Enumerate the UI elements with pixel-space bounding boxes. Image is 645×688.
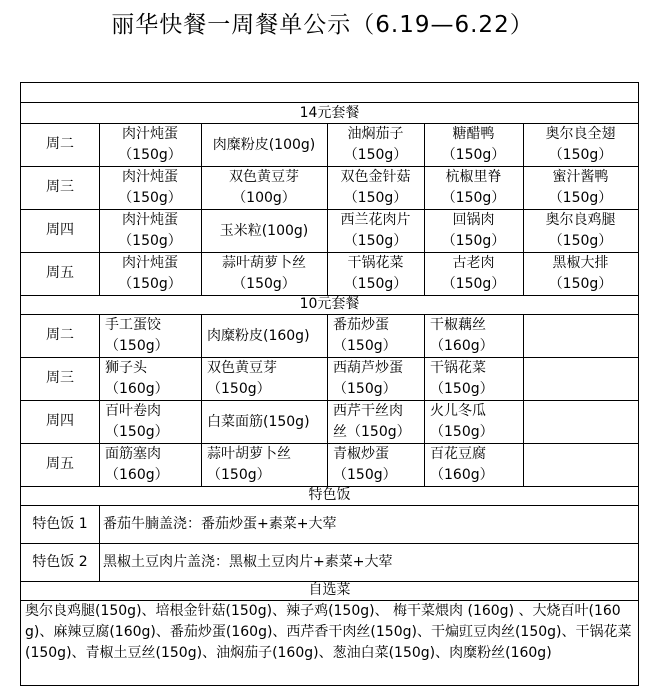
dish-name: 面筋塞肉 <box>105 446 161 462</box>
special-label: 特色饭 2 <box>32 553 88 570</box>
menu-item <box>424 210 523 252</box>
menu-item <box>523 253 638 295</box>
menu-item <box>99 253 201 295</box>
rule <box>99 314 100 486</box>
dish-name: 青椒炒蛋 <box>333 446 389 462</box>
dish-name: 双色金针菇 <box>340 169 411 185</box>
menu-item <box>327 401 424 443</box>
rule <box>21 486 638 487</box>
extras-list: 奥尔良鸡腿(150g)、培根金针菇(150g)、辣子鸡(150g)、 梅干菜煨肉 (160g) 、大烧百叶(160g)、麻辣豆腐(160g)、番茄炒蛋(160g)、西芹香干肉丝(150g)、干煸豇豆肉丝(150g)、干锅花菜(150g)、青椒土豆丝(150g)、油焖茄子(160g)、葱油白菜(150g)、肉糜粉丝(160g) <box>25 603 632 661</box>
dish-weight: （150g） <box>441 147 506 163</box>
dish-weight: 丝（150g） <box>333 424 411 440</box>
dish-name: 双色黄豆芽 <box>229 169 299 185</box>
dish-name: 杭椒里脊 <box>445 169 502 185</box>
menu-item <box>523 210 638 252</box>
dish-name: 西芹干丝肉 <box>333 403 403 419</box>
dish-weight: （150g） <box>548 276 613 292</box>
dish-weight: （150g） <box>118 190 182 206</box>
dish-weight: （150g） <box>232 276 296 292</box>
menu-item <box>201 124 327 166</box>
dish-weight: （150g） <box>441 233 506 249</box>
dish-weight: （150g） <box>343 190 408 206</box>
dish-weight: （150g） <box>105 424 169 440</box>
rule <box>99 505 100 581</box>
dish-name: 蜜汁酱鸭 <box>552 169 609 185</box>
special-content: 黑椒土豆肉片盖浇：黑椒土豆肉片+素菜+大荤 <box>103 554 393 570</box>
dish-weight: （150g） <box>118 276 182 292</box>
dish-weight: （150g） <box>333 467 397 483</box>
day-label: 周二 <box>46 136 74 152</box>
page-title: 丽华快餐一周餐单公示（6.19—6.22） <box>111 12 534 38</box>
dish-weight: （150g） <box>118 233 182 249</box>
special-content: 番茄牛腩盖浇：番茄炒蛋+素菜+大荤 <box>103 516 337 532</box>
rule <box>327 314 328 486</box>
menu-item <box>99 401 201 443</box>
dish-weight: （100g） <box>232 190 296 206</box>
menu-item <box>201 401 327 443</box>
day-label: 周四 <box>46 222 74 238</box>
dish-name: 肉汁炖蛋 <box>122 212 178 228</box>
rule <box>21 102 638 103</box>
rule <box>21 295 638 296</box>
menu-item <box>523 401 638 443</box>
section-title-extras: 自选菜 <box>308 582 351 598</box>
dish-weight: （150g） <box>441 190 506 206</box>
menu-item <box>424 358 523 400</box>
dish-weight: （150g） <box>430 424 494 440</box>
menu-item <box>523 315 638 357</box>
rule <box>424 314 425 486</box>
menu-item <box>201 315 327 357</box>
dish-name: 狮子头 <box>105 360 147 376</box>
menu-item <box>327 167 424 209</box>
menu-item <box>201 253 327 295</box>
dish-weight: （150g） <box>441 276 506 292</box>
menu-item <box>99 210 201 252</box>
dish-weight: （150g） <box>343 147 408 163</box>
day-label: 周五 <box>46 265 74 281</box>
dish-weight: （150g） <box>548 190 613 206</box>
dish-weight: （150g） <box>105 338 169 354</box>
dish-name: 蒜叶胡萝卜丝 <box>207 446 291 462</box>
dish-name: 奥尔良全翅 <box>545 126 616 142</box>
dish-weight: （150g） <box>333 338 397 354</box>
dish-name: 黑椒大排 <box>552 255 609 271</box>
dish-weight: （150g） <box>207 467 271 483</box>
menu-item <box>424 167 523 209</box>
dish-name: 百叶卷肉 <box>105 403 161 419</box>
dish-name: 回锅肉 <box>452 212 495 228</box>
dish-name: 肉糜粉皮(100g) <box>212 137 316 153</box>
section-title-10: 10元套餐 <box>299 296 360 312</box>
dish-name: 肉汁炖蛋 <box>122 255 178 271</box>
dish-name: 白菜面筋(150g) <box>207 414 310 430</box>
rule <box>21 581 638 582</box>
dish-name: 肉汁炖蛋 <box>122 169 178 185</box>
menu-item <box>523 358 638 400</box>
menu-item <box>327 124 424 166</box>
dish-name: 干椒藕丝 <box>430 317 486 333</box>
menu-item <box>327 210 424 252</box>
dish-weight: （150g） <box>207 381 271 397</box>
menu-item <box>523 124 638 166</box>
menu-item <box>327 358 424 400</box>
dish-weight: （160g） <box>430 467 494 483</box>
dish-name: 双色黄豆芽 <box>207 360 277 376</box>
dish-name: 百花豆腐 <box>430 446 486 462</box>
rule <box>424 123 425 295</box>
rule <box>99 123 100 295</box>
section-title-14: 14元套餐 <box>299 105 360 121</box>
menu-item <box>424 253 523 295</box>
menu-item <box>424 124 523 166</box>
special-label: 特色饭 1 <box>32 515 88 532</box>
dish-name: 火儿冬瓜 <box>430 403 486 419</box>
menu-item <box>99 444 201 486</box>
dish-weight: （150g） <box>548 147 613 163</box>
dish-weight: （150g） <box>343 233 408 249</box>
menu-item <box>523 167 638 209</box>
menu-item <box>523 444 638 486</box>
dish-weight: （150g） <box>118 147 182 163</box>
day-label: 周二 <box>46 327 74 343</box>
rule <box>201 123 202 295</box>
dish-name: 手工蛋饺 <box>105 317 161 333</box>
dish-name: 蒜叶葫萝卜丝 <box>222 255 306 271</box>
dish-weight: （150g） <box>548 233 613 249</box>
section-title-special: 特色饭 <box>308 487 351 503</box>
dish-weight: （150g） <box>333 381 397 397</box>
menu-item <box>99 124 201 166</box>
dish-weight: （160g） <box>105 467 169 483</box>
day-label: 周三 <box>46 179 74 195</box>
menu-item <box>201 210 327 252</box>
dish-weight: （160g） <box>105 381 169 397</box>
menu-item <box>327 315 424 357</box>
menu-item <box>327 253 424 295</box>
dish-weight: （160g） <box>430 338 494 354</box>
rule <box>327 123 328 295</box>
menu-table <box>20 82 639 686</box>
menu-item <box>424 315 523 357</box>
rule <box>523 123 524 295</box>
dish-name: 西兰花肉片 <box>340 212 411 228</box>
menu-item <box>327 444 424 486</box>
menu-item <box>201 444 327 486</box>
dish-weight: （150g） <box>430 381 494 397</box>
dish-name: 肉汁炖蛋 <box>122 126 178 142</box>
menu-item <box>424 444 523 486</box>
rule <box>201 314 202 486</box>
day-label: 周四 <box>46 413 74 429</box>
menu-item <box>424 401 523 443</box>
dish-name: 番茄炒蛋 <box>333 317 389 333</box>
day-label: 周三 <box>46 370 74 386</box>
dish-name: 糖醋鸭 <box>452 126 495 142</box>
menu-item <box>99 167 201 209</box>
menu-item <box>201 167 327 209</box>
dish-name: 肉糜粉皮(160g) <box>207 328 310 344</box>
menu-item <box>201 358 327 400</box>
dish-name: 玉米粒(100g) <box>219 223 309 239</box>
dish-name: 油焖茄子 <box>347 126 404 142</box>
dish-name: 干锅花菜 <box>430 360 486 376</box>
day-label: 周五 <box>46 456 74 472</box>
dish-name: 古老肉 <box>452 255 495 271</box>
menu-item <box>99 315 201 357</box>
menu-item <box>99 358 201 400</box>
dish-name: 西葫芦炒蛋 <box>333 360 403 376</box>
dish-weight: （150g） <box>343 276 408 292</box>
dish-name: 奥尔良鸡腿 <box>545 212 616 228</box>
dish-name: 干锅花菜 <box>347 255 404 271</box>
rule <box>523 314 524 486</box>
